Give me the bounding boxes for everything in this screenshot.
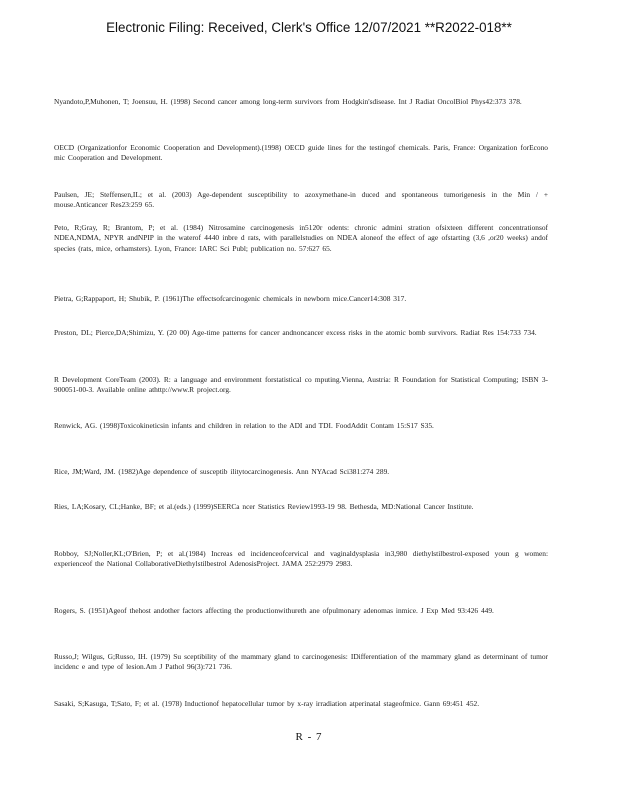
reference-entry: Preston, DL; Pierce,DA;Shimizu, Y. (20 00) Age-time patterns for cancer andnoncancer excess risks in the atomic bomb survivors. Radiat Res 154:733 734. (54, 328, 537, 337)
filing-header: Electronic Filing: Received, Clerk's Office 12/07/2021 **R2022-018** (106, 20, 512, 35)
reference-entry: Pietra, G;Rappaport, H; Shubik, P. (1961)The effectsofcarcinogenic chemicals in newborn mice.Cancer14:308 317. (54, 294, 407, 303)
reference-entry: Paulsen, JE; Steffensen,IL; et al. (2003) Age-dependent susceptibility to azoxymethane-in duced and spontaneous tumorigenesis in the Min / + mouse.Anticancer Res23:259 65. (54, 190, 548, 210)
page-number: R - 7 (295, 731, 323, 743)
reference-entry: Sasaki, S;Kasuga, T;Sato, F; et al. (1978) Inductionof hepatocellular tumor by x-ray irradiation atperinatal stageofmice. Gann 69:451 452. (54, 699, 480, 708)
reference-entry: R Development CoreTeam (2003). R: a language and environment forstatistical co mputing.Vienna, Austria: R Foundation for Statistical Computing; ISBN 3-900051-00-3. Available online athttp://www.R project.org. (54, 375, 548, 395)
reference-entry: Nyandoto,P,Muhonen, T; Joensuu, H. (1998) Second cancer among long-term survivors from Hodgkin'sdisease. Int J Radiat OncolBiol Phys42:373 378. (54, 97, 522, 106)
reference-entry: Rogers, S. (1951)Ageof thehost andother factors affecting the productionwithureth ane ofpulmonary adenomas inmice. J Exp Med 93:426 449. (54, 606, 494, 615)
reference-entry: Renwick, AG. (1998)Toxicokineticsin infants and children in relation to the ADI and TDI. FoodAddit Contam 15:S17 S35. (54, 421, 434, 430)
reference-entry: Peto, R;Gray, R; Brantom, P; et al. (1984) Nitrosamine carcinogenesis in5120r odents: chronic admini stration ofsixteen different concentrationsof NDEA,NDMA, NPYR andNPIP in the waterof 4440 inbre d rats, with parallelstudies on NDEA aloneof the effect of age ofstarting (3,6 ,or20 weeks) andof species (rats, mice, orhamsters). Lyon, France: IARC Sci Publ; publication no. 57:627 65. (54, 223, 548, 253)
reference-entry: Russo,J; Wilgus, G;Russo, IH. (1979) Su sceptibility of the mammary gland to carcinogenesis: IDifferentiation of the mammary gland as determinant of tumor incidenc e and type of lesion.Am J Pathol 96(3):721 736. (54, 652, 548, 672)
reference-entry: Robboy, SJ;Noller,KL;O'Brien, P; et al.(1984) Increas ed incidenceofcervical and vaginaldysplasia in3,980 diethylstilbestrol-exposed youn g women: experienceof the National CollaborativeDiethylstilbestrol AdenosisProject. JAMA 252:2979 2983. (54, 549, 548, 569)
reference-entry: OECD (Organizationfor Economic Cooperation and Development).(1998) OECD guide lines for the testingof chemicals. Paris, France: Organization forEcono mic Cooperation and Development. (54, 143, 548, 163)
reference-entry: Ries, LA;Kosary, CL;Hanke, BF; et al.(eds.) (1999)SEERCa ncer Statistics Review1993-19 98. Bethesda, MD:National Cancer Institute. (54, 502, 474, 511)
reference-entry: Rice, JM;Ward, JM. (1982)Age dependence of susceptib ilitytocarcinogenesis. Ann NYAcad Sci381:274 289. (54, 467, 390, 476)
